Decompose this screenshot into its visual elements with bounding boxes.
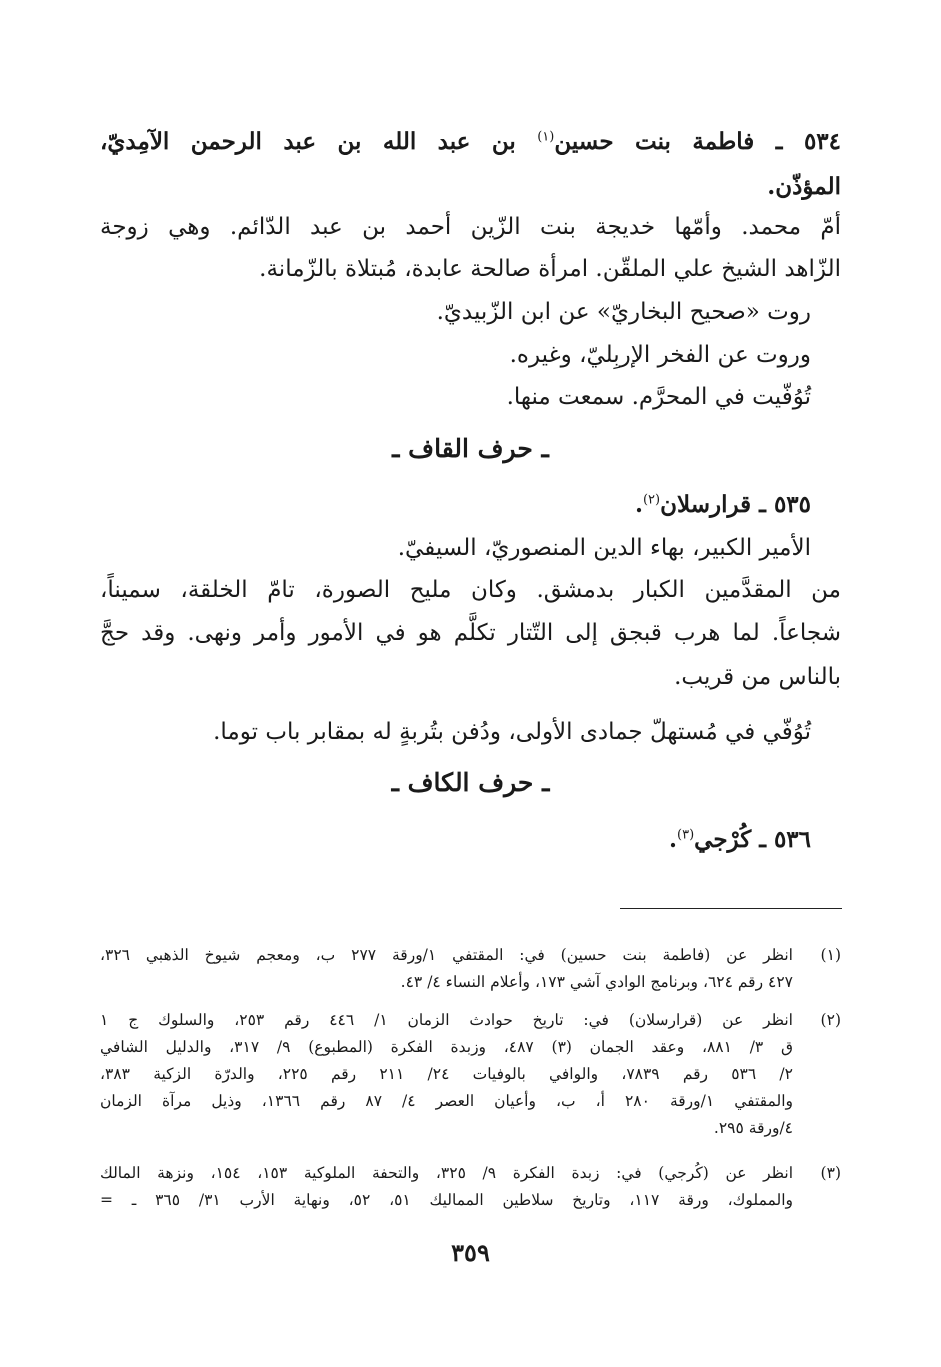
entry-534-title-part2: بن عبد الله بن عبد الرحمن الآمِديّ، <box>100 128 538 155</box>
footnote-ref-2: (٢) <box>642 492 661 508</box>
entry-534-body-line: الزّاهد الشيخ علي الملقّن. امرأة صالحة عابدة، مُبتلاة بالزّمانة. <box>259 256 841 282</box>
footnote-line: انظر عن (فاطمة بنت حسين) في: المقتفي ١/ورقة ٢٧٧ ب، ومعجم شيوخ الذهبي ٣٢٦، <box>100 946 793 964</box>
entry-534-body-line: أمّ محمد. وأمّها خديجة بنت الزّين أحمد بن عبد الدّائم. وهي زوجة <box>100 214 841 240</box>
footnote-number: (٢) <box>820 1011 841 1029</box>
footnote-1 <box>100 942 841 998</box>
entry-535-title-end: . <box>634 491 643 518</box>
entry-536-title-text: ٥٣٦ ـ كُرْجي <box>694 826 811 853</box>
footnote-line: والمملوك، ورقة ١١٧، وتاريخ سلاطين المماليك ٥١، ٥٢، ونهاية الأرب ٣١/ ٣٦٥ ـ = <box>100 1191 793 1209</box>
entry-534-body-line: روت «صحيح البخاريّ» عن ابن الزّبيديّ. <box>436 299 811 325</box>
footnote-line: ٤/ورقة ٢٩٥. <box>713 1119 793 1137</box>
footnote-line: ق ٣/ ٨٨١، وعقد الجمان (٣) ٤٨٧، وزبدة الفكرة (المطبوع) ٩/ ٣١٧، والدليل الشافي <box>100 1038 794 1056</box>
footnote-2 <box>100 1007 841 1147</box>
footnote-line: ٢/ ٥٣٦ رقم ٧٨٣٩، والوافي بالوفيات ٢٤/ ٢١١ رقم ٢٢٥، والدرّة الزكية ٣٨٣، <box>100 1065 793 1083</box>
entry-536-title <box>100 825 811 855</box>
section-heading-kaf: ـ حرف الكاف ـ <box>391 768 550 797</box>
footnote-line: ٤٢٧ رقم ٦٢٤، وبرنامج الوادي آشي ١٧٣، وأعلام النساء ٤/ ٤٣. <box>400 973 793 991</box>
footnote-number: (٣) <box>820 1164 841 1182</box>
footnote-line: انظر عن (قرارسلان) في: تاريخ حوادث الزمان ١/ ٤٤٦ رقم ٢٥٣، والسلوك ج ١ <box>100 1011 793 1029</box>
footnote-line: والمقتفي ١/ورقة ٢٨٠ أ، ب، وأعيان العصر ٤/ ٨٧ رقم ١٣٦٦، وذيل مرآة الزمان <box>100 1092 793 1110</box>
entry-535-title <box>100 490 811 520</box>
footnote-ref-1: (١) <box>537 129 555 145</box>
footnote-3 <box>100 1160 841 1216</box>
entry-534-title-cont: المؤذّن. <box>767 173 841 200</box>
footnote-separator <box>620 908 842 909</box>
entry-534-body-line: تُوُفّيت في المحرَّم. سمعت منها. <box>506 384 811 410</box>
entry-534-body-line: وروت عن الفخر الإربِليّ، وغيره. <box>509 342 811 368</box>
entry-535-title-text: ٥٣٥ ـ قرارسلان <box>660 491 811 518</box>
section-heading-qaf: ـ حرف القاف ـ <box>392 434 549 463</box>
page-number: ٣٥٩ <box>451 1238 490 1267</box>
footnote-number: (١) <box>820 946 841 964</box>
entry-535-body-line: بالناس من قريب. <box>674 664 841 690</box>
entry-534-title-part1: ٥٣٤ ـ فاطمة بنت حسين <box>554 128 841 155</box>
entry-536-title-end: . <box>669 826 678 853</box>
footnote-line: انظر عن (كُرجي) في: زبدة الفكرة ٩/ ٣٢٥، والتحفة الملوكية ١٥٣، ١٥٤، ونزهة المالك <box>100 1164 794 1182</box>
entry-535-body-line: شجاعاً. لما هرب قبجق إلى التّتار تكلَّم هو في الأمور وأمر ونهى. وقد حجَّ <box>100 620 841 646</box>
entry-535-body-line: الأمير الكبير، بهاء الدين المنصوريّ، السيفيّ. <box>397 535 811 561</box>
footnote-ref-3: (٣) <box>677 827 695 843</box>
entry-534-title <box>100 127 841 157</box>
entry-535-body-line: من المقدَّمين الكبار بدمشق. وكان مليح الصورة، تامّ الخلقة، سميناً، <box>100 577 841 603</box>
entry-535-body-line: تُوُفّي في مُستهلّ جمادى الأولى، ودُفن بتُربةٍ له بمقابر باب توما. <box>213 719 811 745</box>
